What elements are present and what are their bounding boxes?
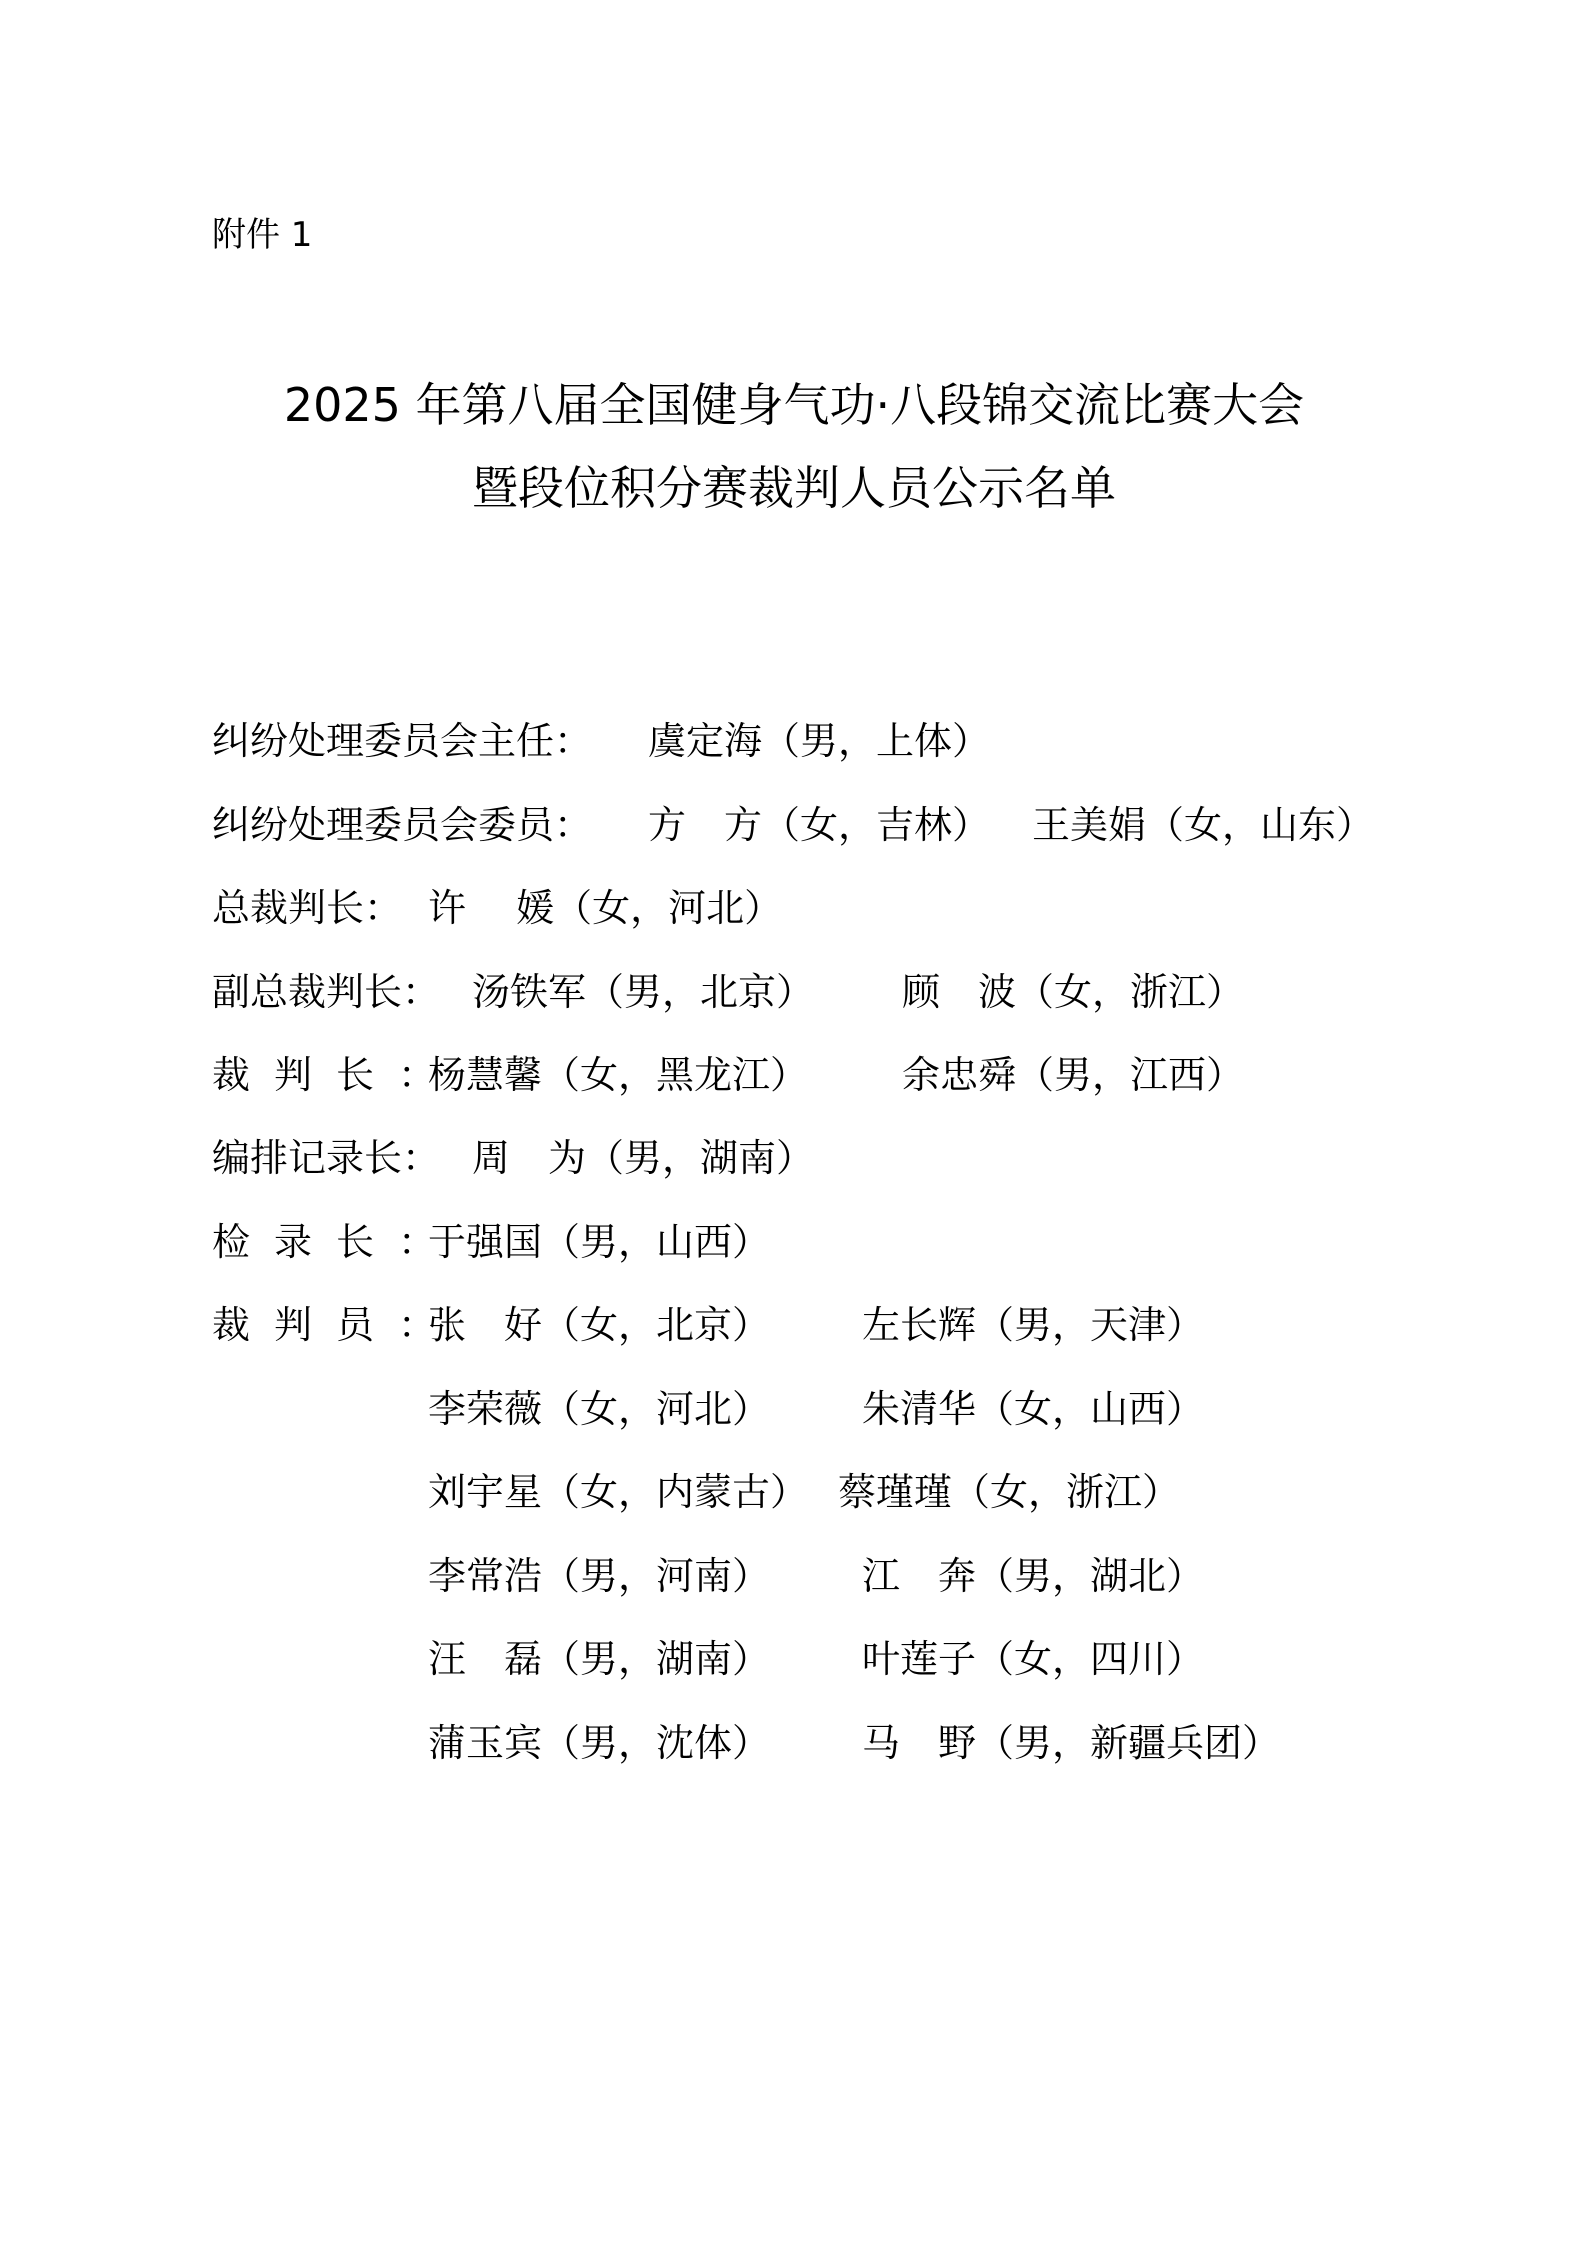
role-label: 裁判长：	[212, 1053, 461, 1097]
referee-name: 朱清华（女，山西）	[862, 1387, 1205, 1431]
referee-name: 蒲玉宾（男，沈体）	[428, 1721, 771, 1765]
referee-name: 江 奔（男，湖北）	[862, 1554, 1205, 1598]
referee-name: 蔡瑾瑾（女，浙江）	[838, 1470, 1181, 1514]
referee-name: 虞定海（男，上体）	[648, 719, 991, 763]
role-label: 副总裁判长：	[212, 970, 441, 1014]
referee-name: 马 野（男，新疆兵团）	[862, 1721, 1281, 1765]
referee-name: 周 为（男，湖南）	[472, 1136, 815, 1180]
referee-name: 余忠舜（男，江西）	[902, 1053, 1245, 1097]
referee-name: 方 方（女，吉林）	[648, 803, 991, 847]
role-label: 编排记录长：	[212, 1136, 441, 1180]
document-title-line-1: 2025 年第八届全国健身气功·八段锦交流比赛大会	[283, 378, 1305, 432]
referee-name: 于强国（男，山西）	[428, 1220, 771, 1264]
role-label: 纠纷处理委员会委员：	[212, 803, 593, 847]
role-label: 纠纷处理委员会主任：	[212, 719, 593, 763]
referee-name: 叶莲子（女，四川）	[862, 1637, 1205, 1681]
referee-name: 杨慧馨（女，黑龙江）	[428, 1053, 809, 1097]
referee-name: 许 媛（女，河北）	[428, 886, 783, 930]
referee-name: 汤铁军（男，北京）	[472, 970, 815, 1014]
role-label: 总裁判长：	[212, 886, 403, 930]
referee-name: 顾 波（女，浙江）	[902, 970, 1245, 1014]
referee-name: 王美娟（女，山东）	[1032, 803, 1375, 847]
referee-name: 李常浩（男，河南）	[428, 1554, 771, 1598]
referee-name: 张 好（女，北京）	[428, 1303, 771, 1347]
referee-name: 刘宇星（女，内蒙古）	[428, 1470, 809, 1514]
referee-name: 汪 磊（男，湖南）	[428, 1637, 771, 1681]
referee-name: 左长辉（男，天津）	[862, 1303, 1205, 1347]
role-label: 检录长：	[212, 1220, 461, 1264]
attachment-label: 附件 1	[212, 215, 313, 255]
document-title-line-2: 暨段位积分赛裁判人员公示名单	[472, 461, 1116, 515]
role-label: 裁判员：	[212, 1303, 461, 1347]
referee-name: 李荣薇（女，河北）	[428, 1387, 771, 1431]
